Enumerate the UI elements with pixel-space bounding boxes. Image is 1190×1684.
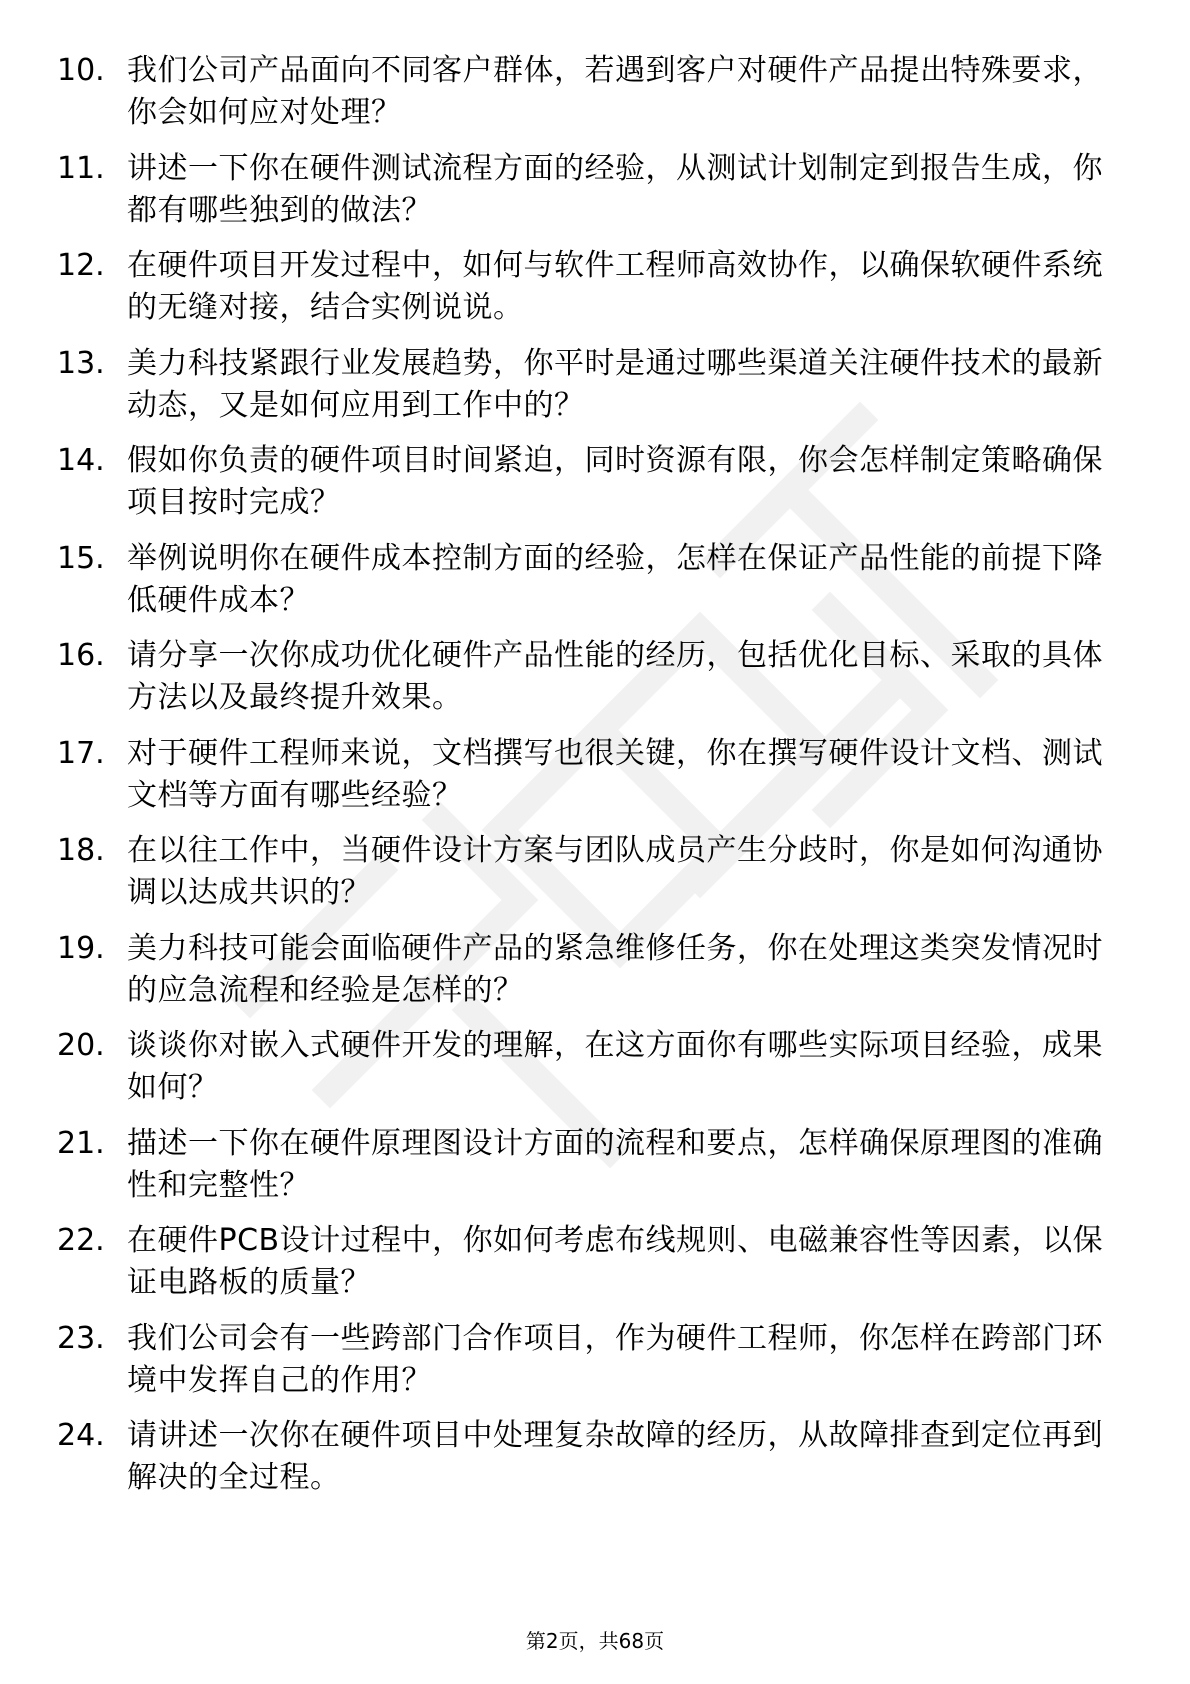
question-number: 12. (57, 248, 105, 283)
question-number: 19. (57, 930, 105, 966)
question-item-24 (0, 1415, 1190, 1513)
question-item-16 (0, 635, 1190, 733)
question-number: 15. (57, 540, 105, 576)
question-item-11 (0, 148, 1190, 246)
question-item-19 (0, 928, 1190, 1026)
question-number: 14. (57, 443, 105, 478)
question-text: 我们公司产品面向不同客户群体，若遇到客户对硬件产品提出特殊要求，你会如何应对处理？ (127, 53, 1103, 130)
question-item-22 (0, 1220, 1190, 1318)
question-number: 20. (57, 1028, 105, 1063)
question-text: 我们公司会有一些跨部门合作项目，作为硬件工程师，你怎样在跨部门环境中发挥自己的作用？ (127, 1320, 1103, 1398)
question-text: 请讲述一次你在硬件项目中处理复杂故障的经历，从故障排查到定位再到解决的全过程。 (127, 1418, 1103, 1495)
question-item-18 (0, 830, 1190, 928)
question-number: 11. (57, 150, 105, 186)
question-text: 谈谈你对嵌入式硬件开发的理解，在这方面你有哪些实际项目经验，成果如何？ (127, 1028, 1103, 1105)
question-text: 讲述一下你在硬件测试流程方面的经验，从测试计划制定到报告生成，你都有哪些独到的做法？ (127, 150, 1103, 228)
question-text: 举例说明你在硬件成本控制方面的经验，怎样在保证产品性能的前提下降低硬件成本？ (127, 540, 1103, 618)
question-text: 假如你负责的硬件项目时间紧迫，同时资源有限，你会怎样制定策略确保项目按时完成？ (127, 443, 1103, 520)
question-text: 在硬件PCB设计过程中，你如何考虑布线规则、电磁兼容性等因素，以保证电路板的质量？ (127, 1223, 1104, 1300)
question-number: 22. (57, 1223, 105, 1258)
question-item-10 (0, 50, 1190, 148)
question-item-21 (0, 1123, 1190, 1221)
question-item-14 (0, 440, 1190, 538)
question-number: 18. (57, 833, 105, 868)
question-text: 在以往工作中，当硬件设计方案与团队成员产生分歧时，你是如何沟通协调以达成共识的？ (127, 833, 1103, 910)
question-item-15 (0, 538, 1190, 636)
question-number: 23. (57, 1320, 105, 1356)
question-number: 16. (57, 638, 105, 673)
question-number: 10. (57, 53, 105, 88)
question-item-23 (0, 1318, 1190, 1416)
page-number-footer: 第2页，共68页 (525, 1629, 665, 1653)
question-number: 24. (57, 1418, 105, 1453)
question-number: 13. (57, 345, 105, 381)
question-text: 美力科技可能会面临硬件产品的紧急维修任务，你在处理这类突发情况时的应急流程和经验是怎样的？ (127, 930, 1103, 1008)
question-number: 21. (57, 1125, 105, 1161)
question-item-20 (0, 1025, 1190, 1123)
question-list (0, 50, 1190, 1513)
question-text: 请分享一次你成功优化硬件产品性能的经历，包括优化目标、采取的具体方法以及最终提升效果。 (127, 638, 1103, 715)
question-item-13 (0, 343, 1190, 441)
question-text: 对于硬件工程师来说，文档撰写也很关键，你在撰写硬件设计文档、测试文档等方面有哪些经验？ (127, 735, 1103, 813)
question-text: 美力科技紧跟行业发展趋势，你平时是通过哪些渠道关注硬件技术的最新动态，又是如何应用到工作中的？ (127, 345, 1103, 423)
question-number: 17. (57, 735, 105, 771)
question-item-12 (0, 245, 1190, 343)
question-text: 描述一下你在硬件原理图设计方面的流程和要点，怎样确保原理图的准确性和完整性？ (127, 1125, 1103, 1203)
question-text: 在硬件项目开发过程中，如何与软件工程师高效协作，以确保软硬件系统的无缝对接，结合实例说说。 (127, 248, 1103, 325)
question-item-17 (0, 733, 1190, 831)
